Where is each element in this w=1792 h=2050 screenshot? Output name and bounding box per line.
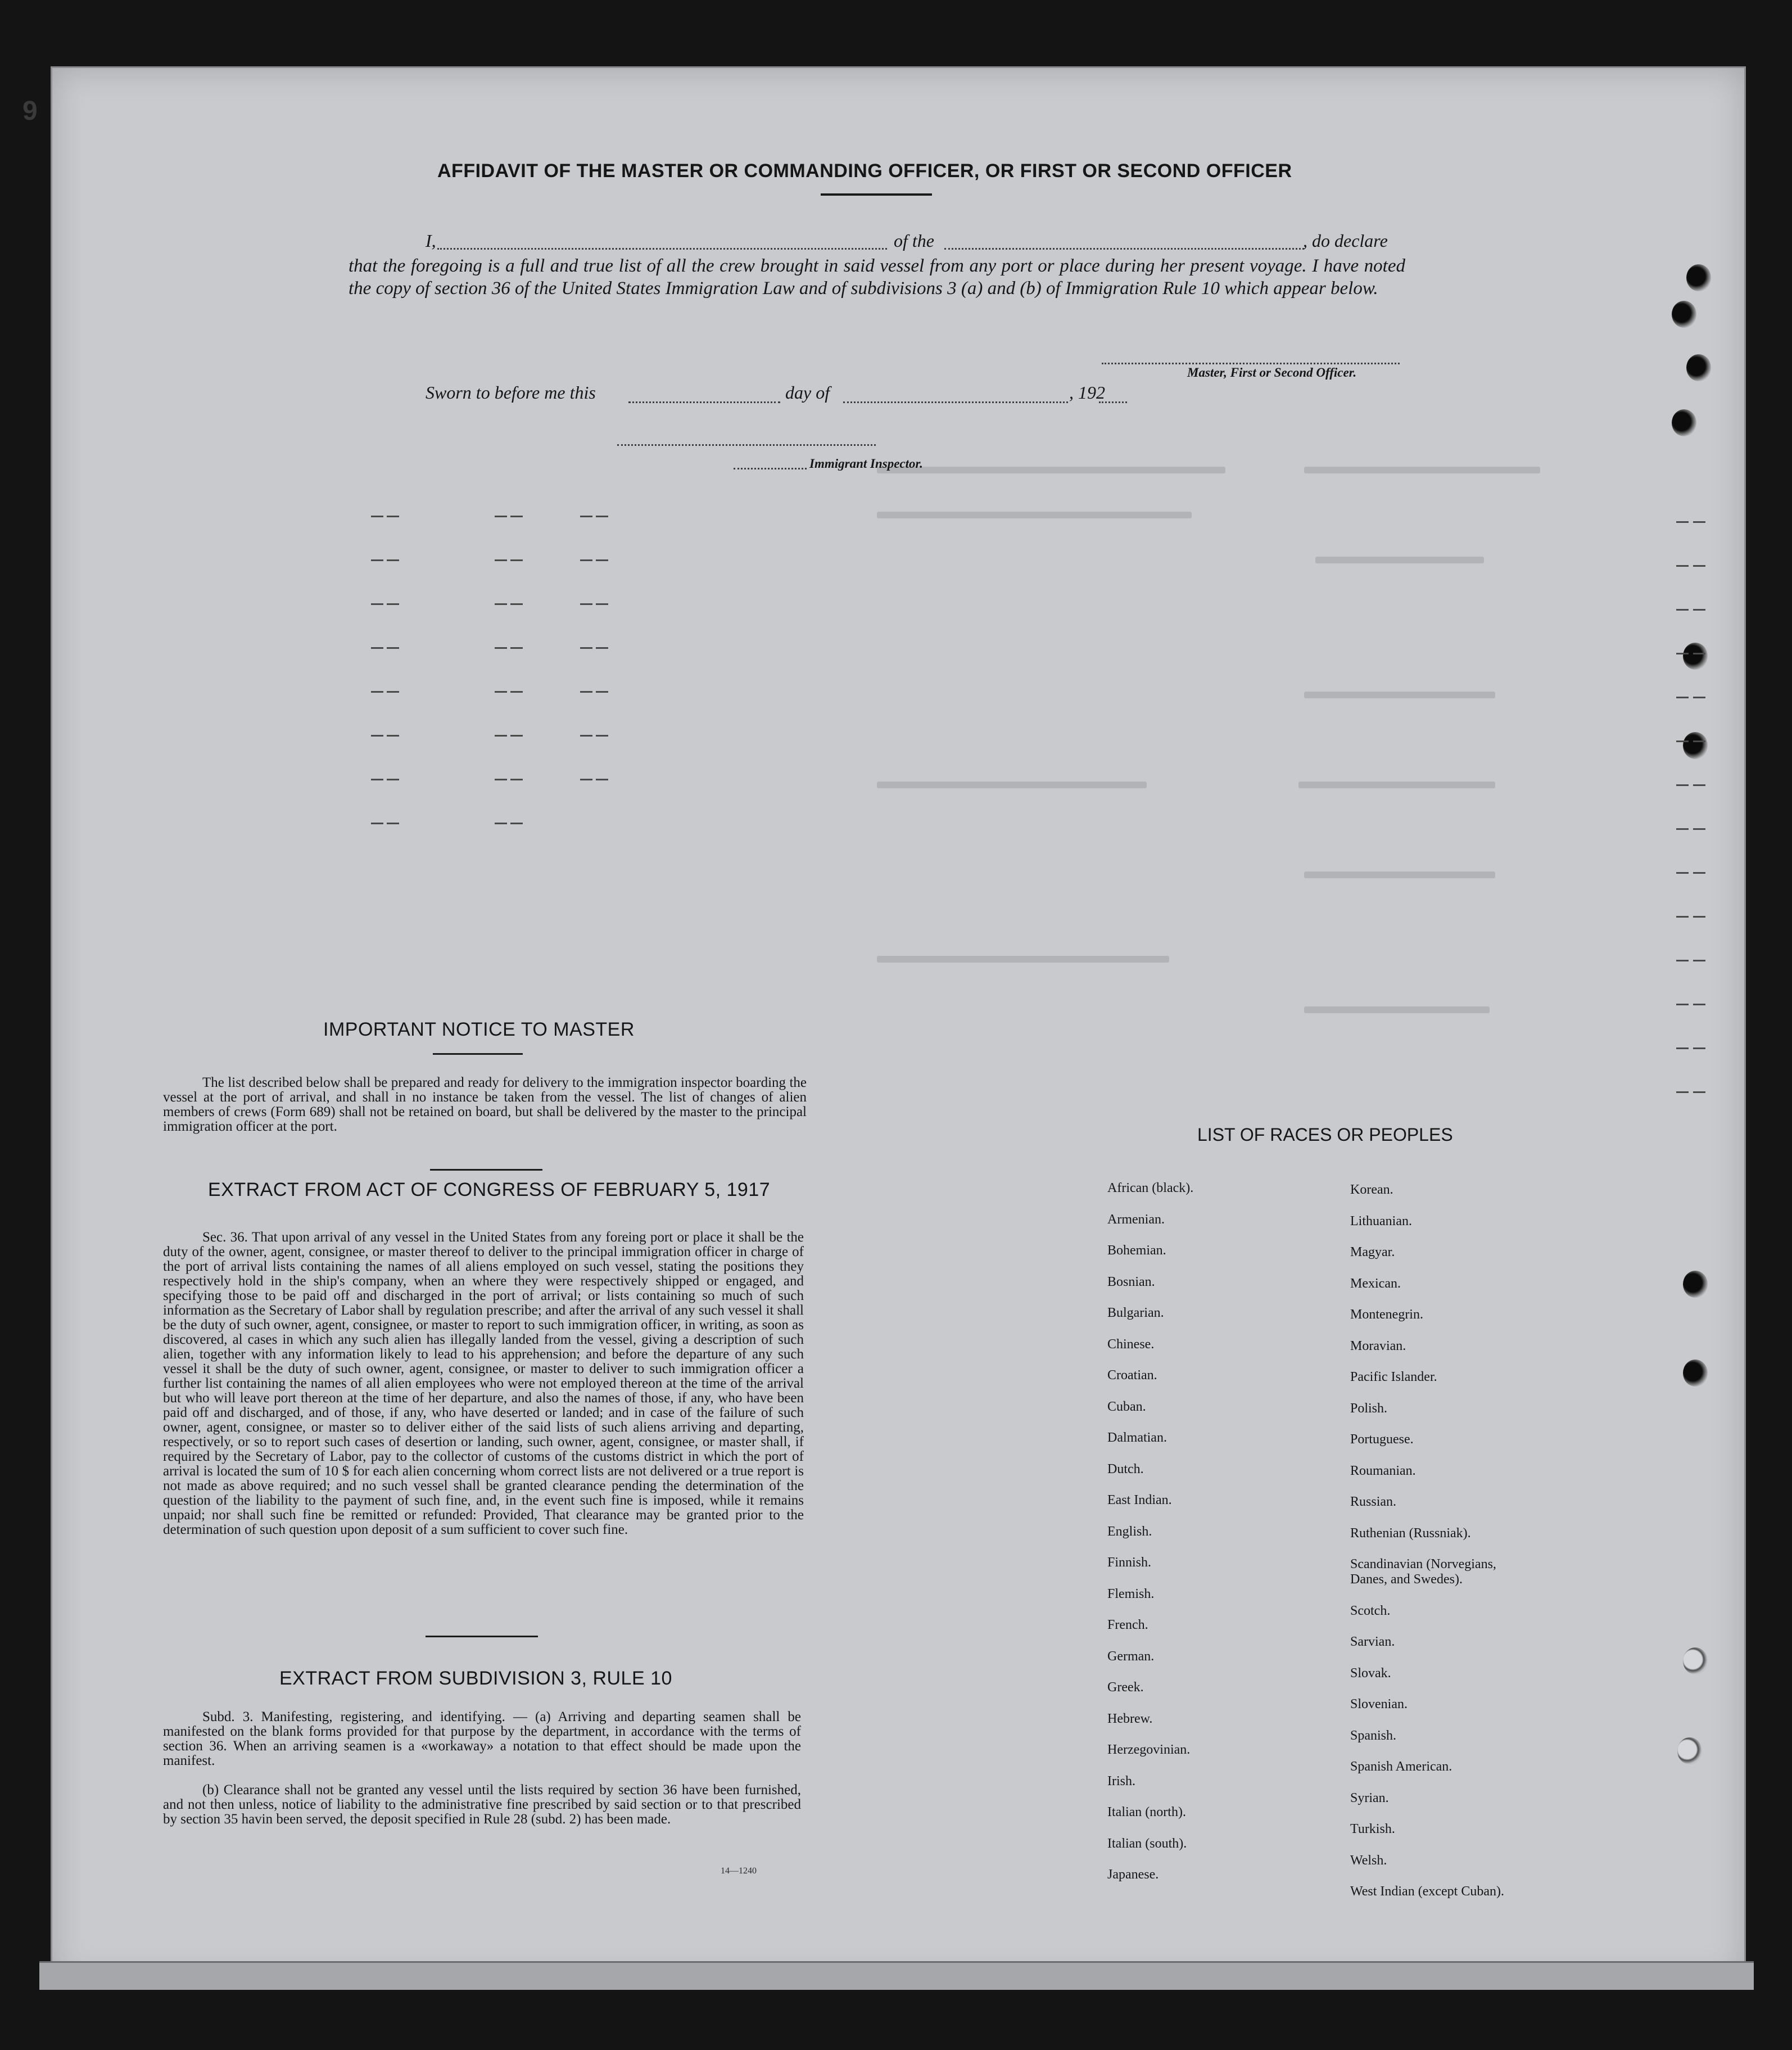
row-dash — [510, 691, 523, 693]
race-entry: Magyar. — [1350, 1245, 1395, 1259]
form-number: 14—1240 — [721, 1866, 757, 1876]
notice-rule — [433, 1053, 523, 1055]
race-entry: Pacific Islander. — [1350, 1370, 1437, 1384]
inspector-label: Immigrant Inspector. — [809, 457, 923, 471]
row-dash — [1693, 960, 1705, 961]
extract-rule-title: EXTRACT FROM SUBDIVISION 3, RULE 10 — [279, 1668, 672, 1689]
bleed-through-line — [877, 512, 1192, 518]
sheet-marker: 9 — [22, 96, 38, 126]
binder-hole-icon — [1683, 643, 1708, 670]
row-dash — [495, 516, 507, 517]
affidavit-line-i: I, — [426, 231, 436, 251]
affidavit-title: AFFIDAVIT OF THE MASTER OR COMMANDING OFFICER, OR FIRST OR SECOND OFFICER — [437, 160, 1292, 182]
race-entry: Greek. — [1107, 1680, 1144, 1695]
row-dash — [1693, 609, 1705, 611]
row-dash — [1693, 1091, 1705, 1093]
race-entry: Bohemian. — [1107, 1243, 1166, 1258]
race-entry: Herzegovinian. — [1107, 1742, 1191, 1757]
title-rule — [821, 193, 932, 196]
document-sheet — [51, 66, 1746, 1981]
signature-blank[interactable] — [1102, 363, 1400, 364]
row-dash — [596, 516, 608, 517]
bleed-through-line — [1304, 1006, 1490, 1013]
vessel-blank[interactable] — [944, 248, 1304, 250]
extract-act-title: EXTRACT FROM ACT OF CONGRESS OF FEBRUARY 5, 1917 — [208, 1179, 771, 1200]
race-entry: English. — [1107, 1524, 1152, 1539]
row-dash — [387, 647, 399, 649]
race-entry: Mexican. — [1350, 1276, 1401, 1291]
row-dash — [1676, 784, 1689, 786]
sworn-prefix: Sworn to before me this — [426, 382, 596, 403]
binder-hole-icon — [1686, 354, 1711, 381]
race-entry: Moravian. — [1350, 1338, 1406, 1353]
row-dash — [510, 559, 523, 561]
inspector-blank-2[interactable] — [734, 468, 807, 469]
binder-hole-icon — [1686, 264, 1711, 291]
race-entry: Korean. — [1350, 1182, 1393, 1197]
race-entry: Russian. — [1350, 1494, 1397, 1509]
race-entry: Welsh. — [1350, 1853, 1387, 1868]
row-dash — [1693, 740, 1705, 742]
bleed-through-line — [1304, 872, 1495, 878]
race-entry: Polish. — [1350, 1401, 1388, 1416]
row-dash — [510, 779, 523, 780]
row-dash — [580, 559, 592, 561]
row-dash — [510, 823, 523, 824]
race-entry: Bulgarian. — [1107, 1306, 1164, 1320]
row-dash — [580, 779, 592, 780]
row-dash — [510, 603, 523, 605]
race-entry: French. — [1107, 1618, 1148, 1632]
page-bottom-edge — [39, 1961, 1754, 1990]
row-dash — [1676, 565, 1689, 567]
row-dash — [580, 735, 592, 737]
race-entry: Dalmatian. — [1107, 1430, 1167, 1445]
row-dash — [510, 516, 523, 517]
row-dash — [1676, 1047, 1689, 1049]
sworn-month-blank[interactable] — [843, 401, 1068, 403]
race-entry: East Indian. — [1107, 1493, 1172, 1507]
row-dash — [371, 779, 383, 780]
race-entry: Croatian. — [1107, 1368, 1157, 1383]
sworn-year: , 192 — [1069, 382, 1105, 403]
row-dash — [387, 559, 399, 561]
row-dash — [495, 603, 507, 605]
row-dash — [495, 691, 507, 693]
row-dash — [1676, 521, 1689, 523]
row-dash — [580, 691, 592, 693]
race-entry: Roumanian. — [1350, 1463, 1416, 1478]
race-entry: Flemish. — [1107, 1586, 1155, 1601]
binder-hole-icon — [1683, 1647, 1708, 1674]
race-entry: Cuban. — [1107, 1399, 1146, 1414]
race-entry: Montenegrin. — [1350, 1307, 1423, 1322]
race-entry: Ruthenian (Russniak). — [1350, 1525, 1471, 1541]
row-dash — [1693, 1047, 1705, 1049]
race-entry: Hebrew. — [1107, 1711, 1153, 1726]
section-rule — [426, 1636, 538, 1637]
race-entry: Dutch. — [1107, 1461, 1144, 1476]
sworn-day: day of — [785, 382, 830, 403]
race-entry: Irish. — [1107, 1773, 1135, 1789]
race-entry: Finnish. — [1107, 1555, 1152, 1570]
binder-hole-icon — [1683, 1360, 1708, 1387]
races-title: LIST OF RACES OR PEOPLES — [1197, 1125, 1453, 1145]
race-entry: Turkish. — [1350, 1822, 1395, 1836]
bleed-through-line — [1298, 782, 1495, 788]
row-dash — [596, 647, 608, 649]
row-dash — [510, 647, 523, 649]
race-entry: Spanish. — [1350, 1728, 1397, 1743]
binder-hole-icon — [1683, 732, 1708, 759]
row-dash — [387, 603, 399, 605]
row-dash — [580, 647, 592, 649]
extract-rule-para-a: Subd. 3. Manifesting, registering, and identifying. — (a) Arriving and departing seamen shall be manifested on the blank forms provided for that purpose by the department, in accordance with the terms of section 36. When an arriving seamen is a «workaway» a notation to that effect should be made upon the manifest. — [163, 1709, 801, 1768]
race-entry: Bosnian. — [1107, 1274, 1155, 1289]
row-dash — [1676, 960, 1689, 961]
row-dash — [596, 691, 608, 693]
bleed-through-line — [877, 782, 1147, 788]
name-blank[interactable] — [437, 248, 887, 250]
bleed-through-line — [1304, 467, 1540, 473]
row-dash — [580, 516, 592, 517]
row-dash — [1693, 565, 1705, 567]
race-entry: Syrian. — [1350, 1790, 1389, 1805]
row-dash — [1693, 521, 1705, 523]
row-dash — [495, 647, 507, 649]
row-dash — [387, 691, 399, 693]
row-dash — [495, 823, 507, 824]
race-entry: Armenian. — [1107, 1212, 1165, 1227]
row-dash — [387, 735, 399, 737]
row-dash — [1676, 740, 1689, 742]
row-dash — [1676, 872, 1689, 874]
row-dash — [1693, 872, 1705, 874]
binder-hole-icon — [1672, 409, 1696, 436]
notice-text: The list described below shall be prepared and ready for delivery to the immigration inspector boarding the vessel at the port of arrival, and shall in no instance be taken from the vessel. The list of changes of alien members of crews (Form 689) shall not be retained on board, but shall be delivered by the master to the principal immigration officer at the port. — [163, 1075, 807, 1134]
row-dash — [1693, 697, 1705, 698]
row-dash — [371, 735, 383, 737]
row-dash — [371, 516, 383, 517]
race-entry: Chinese. — [1107, 1336, 1155, 1352]
row-dash — [596, 735, 608, 737]
row-dash — [387, 779, 399, 780]
extract-act-text: Sec. 36. That upon arrival of any vessel in the United States from any foreing port or place it shall be the duty of the owner, agent, consignee, or master thereof to deliver to the principal immigration officer in charge of the port of arrival lists containing the names of all aliens employed on such vessel, stating the positions they respectively hold in the ship's company, when an where they were respectively shipped or engaged, and specifying those to be paid off and discharged in the port of arrival; or lists containing so much of such information as the Secretary of Labor shall by regulation prescribe; and after the arrival of any such vessel it shall be the duty of such owner, agent, consignee, or master to report to such immigration officer, in writing, as soon as discovered, al cases in which any such alien has illegally landed from the vessel, giving a description of such alien, together with any information likely to lead to his apprehension; and before the departure of any such vessel it shall be the duty of such owner, agent, consignee, or master to deliver to such immigration officer a further list containing the names of all alien employees who were not employed thereon at the time of the arrival but who will leave port thereon at the time of her departure, and also the names of those, if any, who have been paid off and discharged, and of those, if any, who have deserted or landed; and in case of the failure of such owner, agent, consignee, or master so to deliver either of the said lists of such aliens arriving and departing, respectively, or so to report such cases of desertion or landing, such owner, agent, consignee, or master shall, if required by the Secretary of Labor, pay to the collector of customs of the customs district in which the port of arrival is located the sum of 10 $ for each alien concerning whom correct lists are not delivered or a true report is not made as above required; and no such vessel shall be granted clearance pending the determination of the question of the liability to the payment of such fine, and, in the event such fine is imposed, while it remains unpaid; nor shall such fine be remitted or refunded: Provided, That clearance may be granted prior to the determination of such question upon deposit of a sum sufficient to cover such fine. — [163, 1230, 804, 1537]
race-entry: Scotch. — [1350, 1603, 1391, 1618]
race-entry: Italian (north). — [1107, 1805, 1186, 1819]
row-dash — [596, 559, 608, 561]
bleed-through-line — [877, 956, 1169, 963]
row-dash — [1693, 916, 1705, 918]
row-dash — [1676, 1091, 1689, 1093]
race-entry: Danes, and Swedes). — [1350, 1572, 1463, 1587]
race-entry: Slovenian. — [1350, 1697, 1408, 1712]
bleed-through-line — [877, 467, 1225, 473]
row-dash — [1676, 653, 1689, 654]
inspector-blank-1[interactable] — [617, 444, 876, 446]
row-dash — [596, 603, 608, 605]
sworn-day-blank[interactable] — [628, 401, 780, 403]
race-entry: West Indian (except Cuban). — [1350, 1884, 1504, 1899]
race-entry: Sarvian. — [1350, 1634, 1395, 1649]
row-dash — [596, 779, 608, 780]
race-entry: Scandinavian (Norvegians, — [1350, 1557, 1496, 1572]
binder-hole-icon — [1672, 301, 1696, 328]
row-dash — [510, 735, 523, 737]
binder-hole-icon — [1683, 1271, 1708, 1298]
race-entry: Lithuanian. — [1350, 1213, 1412, 1229]
race-entry: Portuguese. — [1350, 1432, 1414, 1447]
sworn-year-blank[interactable] — [1099, 401, 1127, 403]
row-dash — [1693, 653, 1705, 654]
row-dash — [1676, 609, 1689, 611]
race-entry: German. — [1107, 1649, 1155, 1664]
bleed-through-line — [1315, 557, 1484, 563]
section-rule — [430, 1169, 542, 1171]
row-dash — [1676, 1004, 1689, 1005]
binder-hole-icon — [1677, 1737, 1702, 1764]
row-dash — [1693, 784, 1705, 786]
row-dash — [387, 516, 399, 517]
race-entry: Japanese. — [1107, 1867, 1159, 1882]
row-dash — [1676, 828, 1689, 830]
row-dash — [1693, 828, 1705, 830]
row-dash — [495, 779, 507, 780]
signature-label: Master, First or Second Officer. — [1187, 365, 1357, 380]
row-dash — [1676, 697, 1689, 698]
race-entry: Spanish American. — [1350, 1759, 1452, 1774]
row-dash — [371, 559, 383, 561]
race-entry: Italian (south). — [1107, 1836, 1187, 1851]
affidavit-paragraph: that the foregoing is a full and true list of all the crew brought in said vessel from any port or place during her present voyage. I have noted the copy of section 36 of the United States Immigration Law and of subdivisions 3 (a) and (b) of Immigration Rule 10 which appear below. — [349, 256, 1405, 299]
row-dash — [371, 647, 383, 649]
row-dash — [495, 735, 507, 737]
row-dash — [495, 559, 507, 561]
row-dash — [1676, 916, 1689, 918]
affidavit-of-the: of the — [894, 231, 934, 251]
race-entry: African (black). — [1107, 1181, 1194, 1195]
row-dash — [1693, 1004, 1705, 1005]
row-dash — [371, 823, 383, 824]
row-dash — [580, 603, 592, 605]
bleed-through-line — [1304, 692, 1495, 698]
affidavit-declare: , do declare — [1303, 231, 1388, 251]
extract-rule-para-b: (b) Clearance shall not be granted any vessel until the lists required by section 36 have been furnished, and not then unless, notice of liability to the administrative fine prescribed by said section or to that prescribed by section 35 havin been served, the deposit specified in Rule 28 (subd. 2) has been made. — [163, 1782, 801, 1827]
row-dash — [387, 823, 399, 824]
row-dash — [371, 603, 383, 605]
race-entry: Slovak. — [1350, 1665, 1391, 1681]
row-dash — [371, 691, 383, 693]
notice-title: IMPORTANT NOTICE TO MASTER — [323, 1019, 635, 1040]
